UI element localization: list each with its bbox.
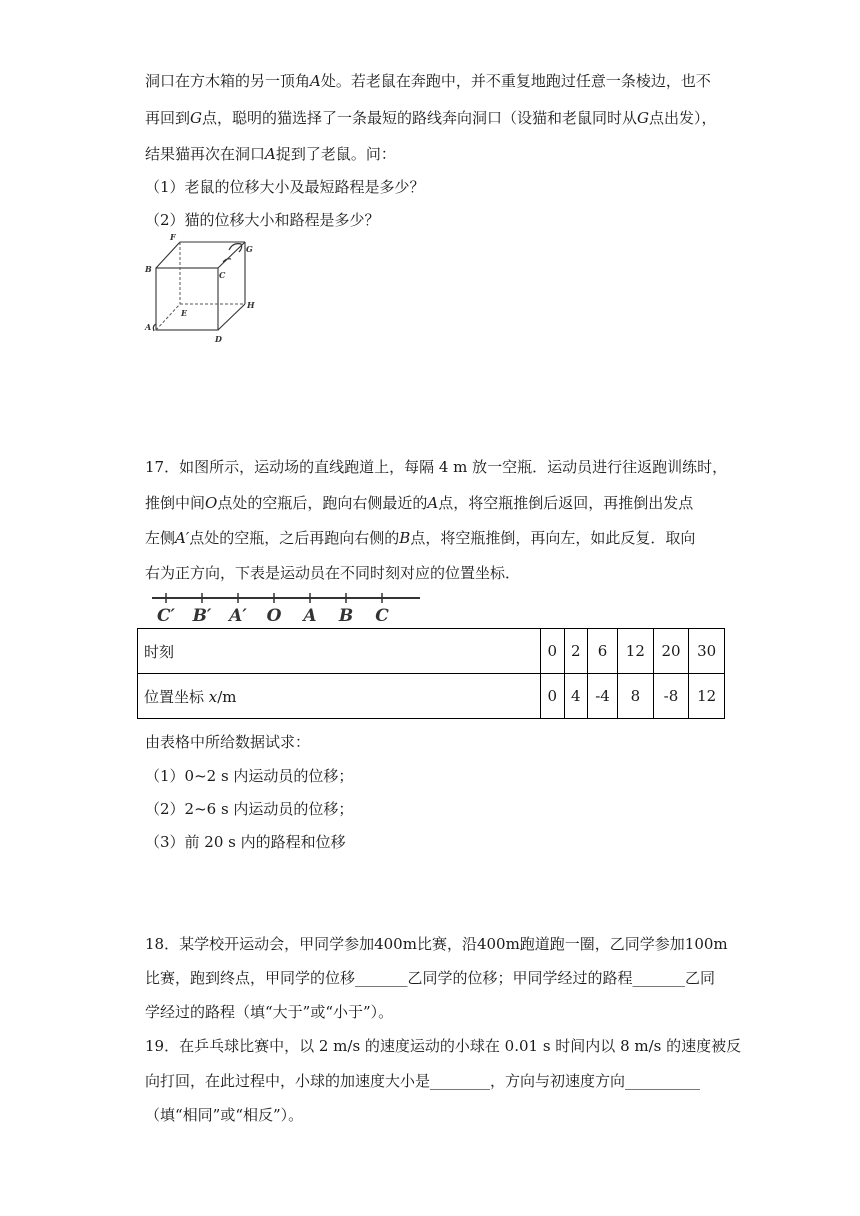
problem19-line-2: 向打回，在此过程中，小球的加速度大小是________，方向与初速度方向__________ [145,1072,701,1090]
table-cell: 4 [564,674,588,719]
table-cell: 0 [541,674,565,719]
problem19-line-3: （填“相同”或“相反”）。 [145,1106,304,1124]
problem17-intro: 由表格中所给数据试求： [145,733,311,751]
vertex-label-g: G [246,244,253,254]
track-figure [152,592,422,624]
problem16-question-2: （2）猫的位移大小和路程是多少？ [145,211,380,229]
text-segment: 点出发）， [649,109,717,127]
text-segment: 推倒中间 [145,494,206,512]
cube-figure [143,232,263,348]
unit-label: /m [217,687,237,706]
text-segment: 点，将空瓶推倒后返回，再推倒出发点 [438,494,694,512]
table-cell: 8 [618,674,654,719]
problem16-line-1 [145,70,711,91]
vertex-label-d: D [215,334,222,344]
track-point-label: B [338,606,354,624]
text-segment: 点，将空瓶推倒，再向左，如此反复．取向 [410,529,696,547]
position-time-table [137,628,725,719]
table-cell: 0 [541,629,565,674]
table-cell: 6 [588,629,618,674]
table-cell: 2 [564,629,588,674]
vertex-label-a: A [145,322,152,332]
point-label: A [265,145,276,163]
problem17-line-4: 右为正方向，下表是运动员在不同时刻对应的位置坐标． [145,564,521,582]
problem17-question-1: （1）0~2 s 内运动员的位移； [145,767,354,785]
table-cell: 30 [689,629,725,674]
problem18-line-3: 学经过的路程（填“大于”或“小于”）。 [145,1003,394,1021]
text-segment: 点处的空瓶，之后再跑向右侧的 [189,529,400,547]
point-label: A′ [175,529,190,547]
point-label: A [310,72,321,90]
text-segment: 洞口在方木箱的另一顶角 [145,72,311,90]
cube-edge [156,242,180,268]
track-point-label: A′ [229,606,247,624]
problem18-line-1: 18．某学校开运动会，甲同学参加400m比赛，沿400m跑道跑一圈，乙同学参加100m [145,935,728,953]
problem16-line-3 [145,143,396,164]
variable-x: x [208,687,218,706]
track-point-label: C [375,606,389,624]
table-cell: 20 [653,629,689,674]
point-label: G [190,109,202,127]
point-label: O [205,494,218,512]
problem17-question-2: （2）2~6 s 内运动员的位移； [145,800,354,818]
vertex-label-e: E [181,308,188,318]
problem16-question-1: （1）老鼠的位移大小及最短路程是多少？ [145,178,425,196]
table-row [138,629,725,674]
text-segment: 位置坐标 [144,687,209,706]
problem18-line-2: 比赛，跑到终点，甲同学的位移_______乙同学的位移；甲同学经过的路程_______乙同 [145,969,716,987]
vertex-label-f: F [170,232,176,242]
table-cell: -4 [588,674,618,719]
cube-hidden-edge [156,304,180,330]
table-cell: -8 [653,674,689,719]
row-header-position [138,674,541,719]
point-label: G [637,109,649,127]
point-label: A [427,494,439,512]
table-cell: 12 [618,629,654,674]
track-point-label: C′ [156,606,176,624]
track-point-label: O [266,606,282,624]
problem17-line-3 [145,527,695,548]
vertex-label-h: H [247,300,255,310]
vertex-label-b: B [145,264,152,274]
problem17-question-3: （3）前 20 s 内的路程和位移 [145,833,346,851]
table-row [138,674,725,719]
text-segment: 点处的空瓶后，跑向右侧最近的 [217,494,428,512]
cube-front-face [156,268,218,330]
problem17-line-2 [145,492,693,513]
problem19-line-1: 19．在乒乓球比赛中，以 2 m/s 的速度运动的小球在 0.01 s 时间内以 8 m/s 的速度被反 [145,1037,742,1055]
text-segment: 结果猫再次在洞口 [145,145,266,163]
vertex-label-c: C [219,270,226,280]
text-segment: 左侧 [145,529,176,547]
track-point-label: B′ [192,606,212,624]
text-segment: 捉到了老鼠。问： [275,145,396,163]
problem17-line-1: 17．如图所示，运动场的直线跑道上，每隔 4 m 放一空瓶．运动员进行往返跑训练时， [145,458,728,476]
text-segment: 点，聪明的猫选择了一条最短的路线奔向洞口（设猫和老鼠同时从 [202,109,638,127]
table-cell: 12 [689,674,725,719]
problem16-line-2 [145,107,717,128]
cube-edge [218,304,245,330]
track-point-label: A [303,606,317,624]
text-segment: 处。若老鼠在奔跑中，并不重复地跑过任意一条棱边，也不 [320,72,711,90]
text-segment: 再回到 [145,109,191,127]
row-header-time: 时刻 [138,629,541,674]
point-label: B [399,529,411,547]
